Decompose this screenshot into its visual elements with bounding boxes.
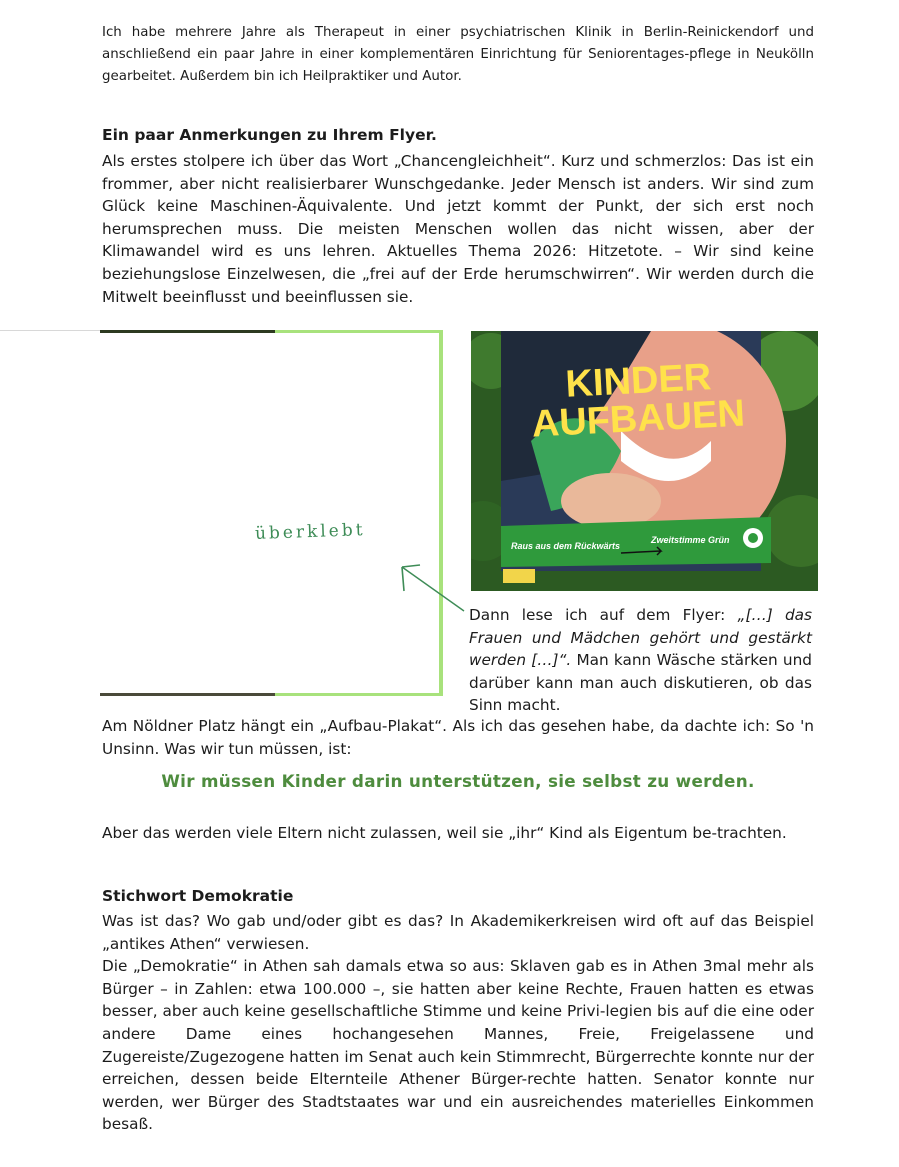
- poster-headline-line1: KINDER: [564, 356, 713, 406]
- demokratie-paragraph-1: Was ist das? Wo gab und/oder gibt es das? In Akademikerkreisen wird oft auf das Beispiel „antikes Athen“ verwiesen.: [102, 912, 814, 953]
- poster-banner-left: Raus aus dem Rückwärts: [511, 541, 621, 551]
- pasted-over-frame: [100, 330, 441, 693]
- poster-headline-line2: AUFBAUEN: [530, 392, 746, 446]
- parents-paragraph: Aber das werden viele Eltern nicht zulassen, weil sie „ihr“ Kind als Eigentum be-trachten.: [102, 824, 787, 842]
- frame-border-bottom: [100, 693, 275, 696]
- handwritten-annotation: überklebt: [254, 520, 366, 544]
- election-poster-photo: [471, 331, 818, 591]
- frame-border-top: [100, 330, 275, 333]
- section-heading-flyer: Ein paar Anmerkungen zu Ihrem Flyer.: [102, 126, 437, 144]
- callout-statement: Wir müssen Kinder darin unterstützen, sie selbst zu werden.: [161, 771, 755, 791]
- caption-rest: Man kann Wäsche stärken und darüber kann man auch diskutieren, ob das Sinn macht.: [469, 651, 812, 715]
- intro-paragraph: Ich habe mehrere Jahre als Therapeut in einer psychiatrischen Klinik in Berlin-Reinickendorf und anschließend ein paar Jahre in einer komplementären Einrichtung für Seniorentages-pflege in Neukölln gearbeitet. Außerdem bin ich Heilpraktiker und Autor.: [102, 25, 814, 84]
- section-heading-demokratie: Stichwort Demokratie: [102, 887, 294, 905]
- frame-border-top-green: [275, 330, 443, 333]
- handwritten-arrow-icon: [380, 555, 470, 615]
- poster-banner-right: Zweitstimme Grün: [651, 535, 730, 545]
- noeldner-platz-paragraph: Am Nöldner Platz hängt ein „Aufbau-Plakat“. Als ich das gesehen habe, da dachte ich: So 'n Unsinn. Was wir tun müssen, ist:: [102, 717, 814, 758]
- flyer-remarks-paragraph: Als erstes stolpere ich über das Wort „Chancengleichheit“. Kurz und schmerzlos: Das ist ein frommer, aber nicht realisierbarer Wunschgedanke. Jeder Mensch ist anders. Wir sind zum Glück keine Maschinen-Äquivalente. Und jetzt kommt der Punkt, der sich erst noch herumsprechen muss. Die meisten Menschen wollen das nicht wissen, aber der Klimawandel wird es uns lehren. Aktuelles Thema 2026: Hitzetote. – Wir sind keine beziehungslose Einzelwesen, die „frei auf der Erde herumschwirren“. Wir werden durch die Mitwelt beeinflusst und beeinflussen sie.: [102, 152, 814, 306]
- caption-lead: Dann lese ich auf dem Flyer:: [469, 606, 738, 624]
- frame-border-bottom-green: [275, 693, 443, 696]
- demokratie-text: [102, 910, 814, 1136]
- frame-border-right: [439, 330, 443, 696]
- scan-hairline: [0, 330, 100, 331]
- caption-quote: „[…] das Frauen und Mädchen gehört und gestärkt werden […]“.: [469, 606, 812, 670]
- demokratie-paragraph-2: Die „Demokratie“ in Athen sah damals etwa so aus: Sklaven gab es in Athen 3mal mehr als Bürger – in Zahlen: etwa 100.000 –, sie hatten aber keine Rechte, Frauen hatten es etwas besser, aber auch keine gesellschaftliche Stimme und keine Privi-legien bis auf die eine oder andere Dame eines hochangesehen Mannes, Freie, Freigelassene und Zugereiste/Zugezogene hatten im Senat auch kein Stimmrecht, Bürgerrechte konnte nur der erreichen, dessen beide Elternteile Athener Bürger-rechte hatten. Senator konnte nur werden, wer Bürger des Stadtstaates war und ein ausreichendes materielles Einkommen besaß.: [102, 957, 814, 1134]
- poster-caption: [469, 604, 812, 717]
